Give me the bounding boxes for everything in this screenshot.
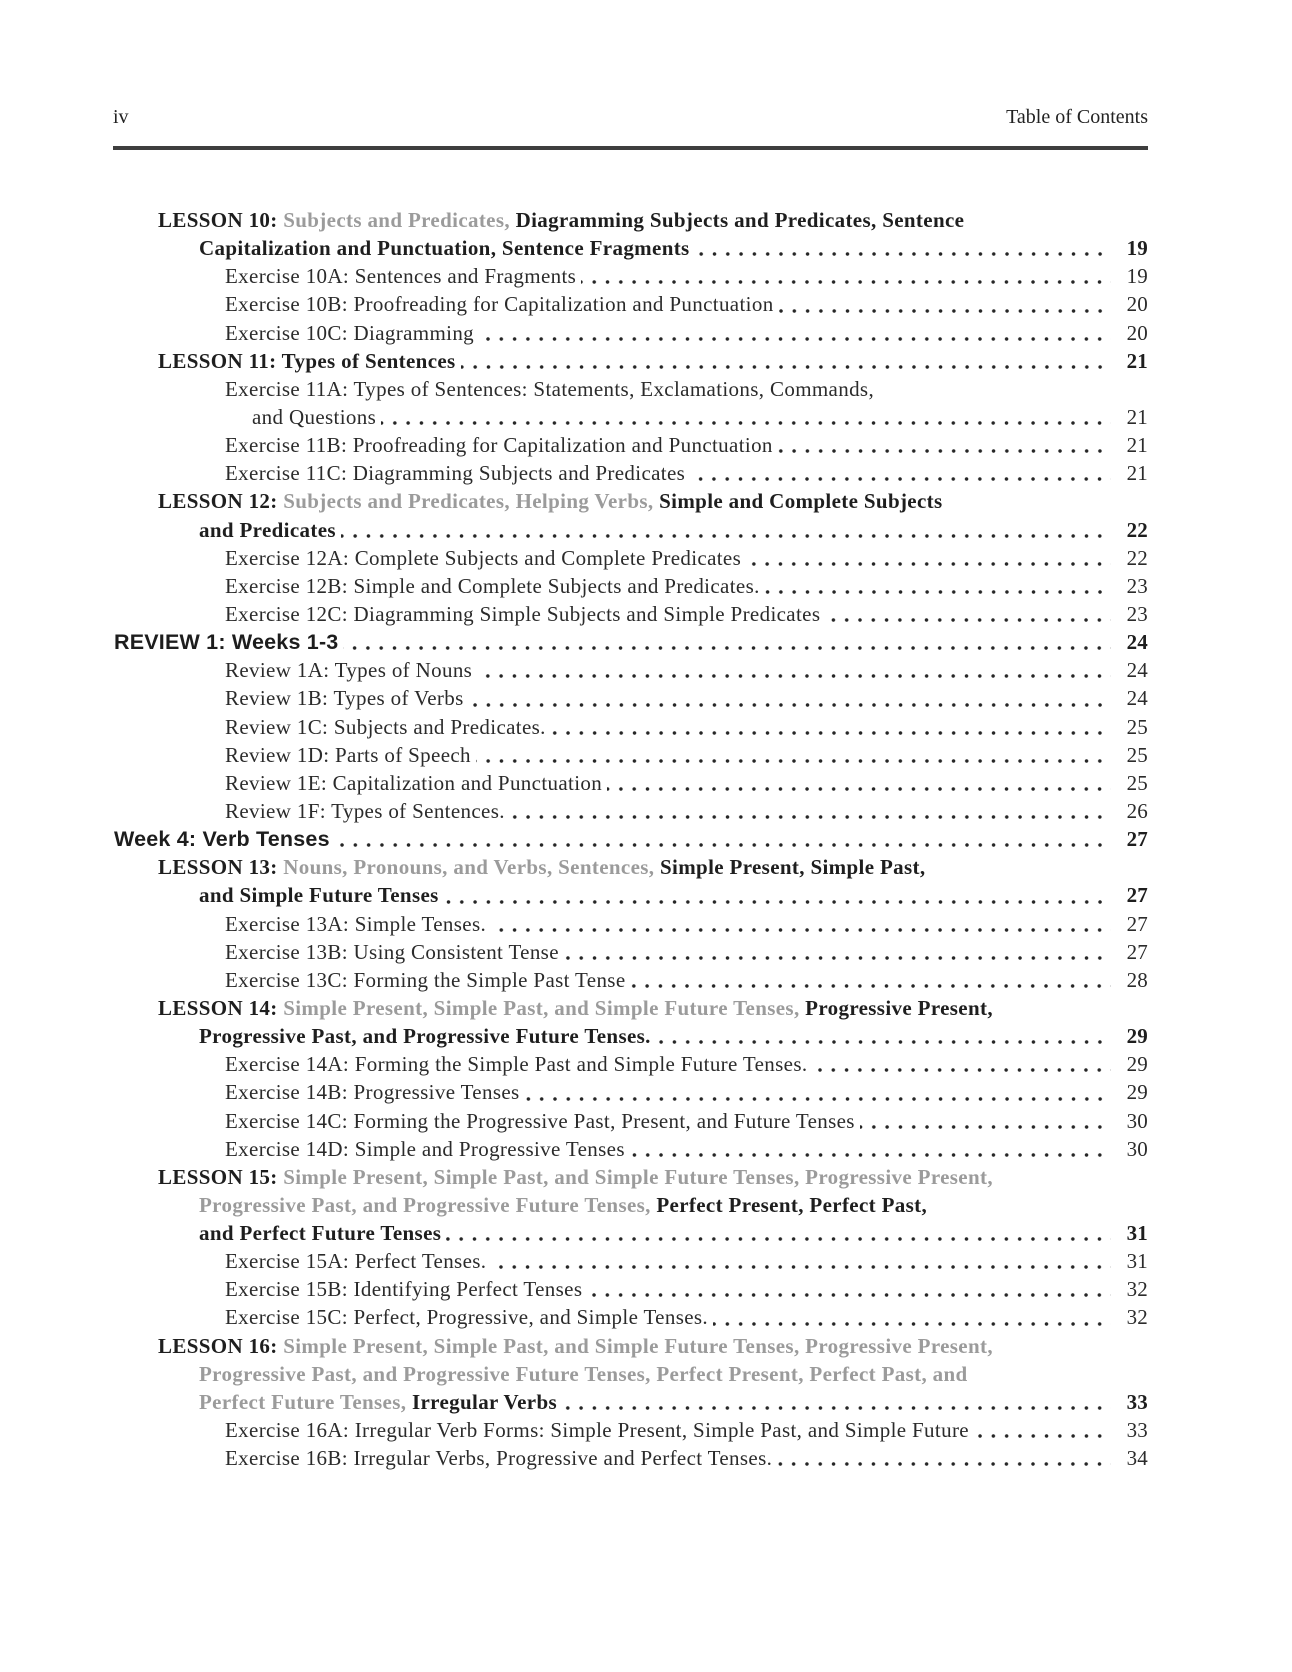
toc-entry-text: [225, 459, 685, 487]
dot-leader: [381, 403, 1111, 431]
toc-row: [113, 1332, 1148, 1360]
toc-row: [113, 1135, 1148, 1163]
dot-leader: [778, 431, 1111, 459]
toc-entry-segment: Progressive Past, and Progressive Future Tenses,: [199, 1192, 657, 1217]
toc-entry-segment: Exercise 10A: Sentences and Fragments: [225, 264, 577, 289]
dot-leader: [779, 290, 1111, 318]
toc-entry-segment: Exercise 12B: Simple and Complete Subjects and Predicates.: [225, 573, 760, 598]
toc-entry-text: [114, 825, 330, 853]
toc-entry-text: [199, 881, 439, 909]
toc-entry-text: [158, 1163, 993, 1191]
toc-entry-text: [225, 1107, 855, 1135]
toc-row: [113, 1078, 1148, 1106]
page-number: 31: [1126, 1221, 1148, 1246]
toc-entry-text: [199, 234, 690, 262]
toc-row: [113, 881, 1148, 909]
page-number: 33: [1126, 1418, 1148, 1443]
toc-entry-text: [114, 628, 338, 656]
toc-row: [113, 797, 1148, 825]
toc-row: [113, 347, 1148, 375]
toc-entry-segment: Exercise 14B: Progressive Tenses: [225, 1080, 520, 1105]
dot-leader: [476, 741, 1111, 769]
running-head-title: Table of Contents: [1006, 106, 1148, 128]
header-rule: [113, 146, 1148, 150]
page-number: 24: [1126, 630, 1148, 655]
toc-entry-segment: Review 1E: Capitalization and Punctuation: [225, 770, 603, 795]
toc-entry-segment: Perfect Future Tenses,: [199, 1389, 412, 1414]
page-number: 23: [1126, 573, 1148, 598]
toc-entry-segment: Progressive Past, and Progressive Future Tenses.: [199, 1024, 651, 1049]
toc-entry-text: [225, 797, 505, 825]
toc-entry-segment: and Perfect Future Tenses: [199, 1221, 442, 1246]
dot-leader: [564, 938, 1111, 966]
toc-entry-segment: Simple Present, Simple Past, and Simple Future Tenses, Progressive Present,: [283, 1333, 993, 1358]
toc-entry-segment: Review 1D: Parts of Speech: [225, 742, 471, 767]
page-number: 32: [1126, 1277, 1148, 1302]
toc-entry-text: [225, 1303, 708, 1331]
toc-row: [113, 1275, 1148, 1303]
page-number: 22: [1126, 545, 1148, 570]
page-number: 21: [1126, 433, 1148, 458]
toc-entry-text: [225, 713, 546, 741]
toc-entry-segment: Diagramming Subjects and Predicates, Sentence: [515, 208, 965, 232]
toc-row: [113, 319, 1148, 347]
toc-entry-text: [158, 1332, 993, 1360]
dot-leader: [469, 684, 1111, 712]
toc-row: [113, 1247, 1148, 1275]
toc-entry-text: [199, 1219, 441, 1247]
dot-leader: [587, 1275, 1111, 1303]
toc-row: [113, 966, 1148, 994]
toc-entry-segment: LESSON 14:: [158, 995, 284, 1020]
dot-leader: [562, 1388, 1111, 1416]
page-number: 29: [1126, 1080, 1148, 1105]
page-header: [113, 104, 1148, 130]
dot-leader: [630, 1135, 1111, 1163]
page-number: 33: [1126, 1389, 1148, 1414]
page-number: 21: [1126, 348, 1148, 373]
page-number: 24: [1126, 658, 1148, 683]
toc-row: [113, 516, 1148, 544]
toc-row: [113, 853, 1148, 881]
toc-entry-segment: Exercise 13A: Simple Tenses.: [225, 911, 487, 936]
page-number: 19: [1126, 236, 1148, 261]
toc-entry-segment: Capitalization and Punctuation, Sentence Fragments: [199, 236, 690, 261]
toc-row: [113, 1219, 1148, 1247]
dot-leader: [607, 769, 1111, 797]
toc-list: [113, 206, 1148, 1472]
page-number: 20: [1126, 292, 1148, 317]
toc-row: [113, 572, 1148, 600]
page-number: 27: [1126, 883, 1148, 908]
toc-entry-segment: Exercise 14C: Forming the Progressive Past, Present, and Future Tenses: [225, 1108, 855, 1133]
toc-entry-text: [225, 1050, 807, 1078]
toc-entry-segment: REVIEW 1: Weeks 1-3: [114, 630, 339, 655]
toc-entry-text: [158, 853, 925, 881]
toc-entry-segment: Exercise 15A: Perfect Tenses.: [225, 1249, 487, 1274]
toc-row: [113, 431, 1148, 459]
toc-row: [113, 1444, 1148, 1472]
toc-entry-text: [225, 290, 774, 318]
toc-entry-segment: Exercise 16A: Irregular Verb Forms: Simple Present, Simple Past, and Simple Future: [225, 1418, 969, 1443]
toc-row: [113, 234, 1148, 262]
page-number: 24: [1126, 686, 1148, 711]
toc-row: [113, 544, 1148, 572]
page-number: 27: [1126, 827, 1148, 852]
page-number: 34: [1126, 1446, 1148, 1471]
toc-row: [113, 1388, 1148, 1416]
toc-entry-segment: LESSON 10:: [158, 208, 284, 232]
toc-entry-segment: Exercise 13C: Forming the Simple Past Tense: [225, 967, 626, 992]
dot-leader: [656, 1022, 1111, 1050]
toc-entry-segment: Exercise 14D: Simple and Progressive Tenses: [225, 1136, 625, 1161]
page-number: 29: [1126, 1052, 1148, 1077]
page-number: 22: [1126, 517, 1148, 542]
dot-leader: [690, 459, 1111, 487]
toc-entry-segment: Irregular Verbs: [411, 1389, 558, 1414]
toc-row: [113, 1022, 1148, 1050]
page-number: 27: [1126, 911, 1148, 936]
toc-entry-segment: Subjects and Predicates,: [283, 208, 516, 232]
dot-leader: [525, 1078, 1111, 1106]
page-number: 26: [1126, 798, 1148, 823]
toc-entry-segment: Exercise 10B: Proofreading for Capitalization and Punctuation: [225, 292, 774, 317]
toc-entry-text: [199, 516, 336, 544]
toc-entry-segment: Progressive Present,: [805, 995, 993, 1020]
page-number: 23: [1126, 601, 1148, 626]
dot-leader: [630, 966, 1111, 994]
toc-row: [113, 1050, 1148, 1078]
toc-entry-segment: Exercise 11B: Proofreading for Capitalization and Punctuation: [225, 433, 773, 458]
toc-entry-text: [225, 741, 471, 769]
toc-row: [113, 938, 1148, 966]
toc-entry-segment: LESSON 15:: [158, 1164, 284, 1189]
toc-row: [113, 825, 1148, 853]
toc-entry-text: [225, 1275, 582, 1303]
dot-leader: [477, 656, 1111, 684]
toc-entry-segment: Perfect Present, Perfect Past,: [656, 1192, 928, 1217]
toc-entry-segment: Exercise 11A: Types of Sentences: Statements, Exclamations, Commands,: [225, 376, 875, 401]
page-number: 25: [1126, 742, 1148, 767]
dot-leader: [479, 319, 1111, 347]
toc-row: [113, 403, 1148, 431]
toc-row: [113, 487, 1148, 515]
dot-leader: [461, 347, 1111, 375]
toc-entry-text: [225, 262, 576, 290]
toc-row: [113, 262, 1148, 290]
toc-entry-text: [158, 994, 993, 1022]
toc-entry-text: [158, 206, 964, 234]
dot-leader: [491, 910, 1111, 938]
toc-entry-text: [225, 966, 625, 994]
toc-entry-text: [225, 684, 464, 712]
dot-leader: [746, 544, 1111, 572]
toc-entry-segment: Review 1A: Types of Nouns: [225, 658, 473, 683]
dot-leader: [713, 1303, 1111, 1331]
toc-row: [113, 600, 1148, 628]
dot-leader: [446, 1219, 1111, 1247]
toc-row: [113, 1163, 1148, 1191]
dot-leader: [551, 713, 1111, 741]
toc-row: [113, 684, 1148, 712]
toc-entry-text: [225, 938, 559, 966]
toc-entry-segment: and Simple Future Tenses: [199, 883, 439, 908]
toc-row: [113, 1360, 1148, 1388]
toc-entry-segment: Simple and Complete Subjects: [659, 489, 943, 514]
toc-entry-segment: Subjects and Predicates, Helping Verbs,: [283, 489, 660, 514]
toc-entry-segment: LESSON 16:: [158, 1333, 284, 1358]
toc-row: [113, 910, 1148, 938]
dot-leader: [581, 262, 1111, 290]
page-number: 20: [1126, 320, 1148, 345]
toc-row: [113, 994, 1148, 1022]
page-number: 31: [1126, 1249, 1148, 1274]
toc-entry-segment: Nouns, Pronouns, and Verbs, Sentences,: [283, 855, 660, 880]
toc-row: [113, 628, 1148, 656]
toc-row: [113, 1107, 1148, 1135]
toc-entry-segment: Exercise 11C: Diagramming Subjects and Predicates: [225, 461, 686, 486]
dot-leader: [860, 1107, 1111, 1135]
page-number: 30: [1126, 1136, 1148, 1161]
toc-entry-text: [225, 319, 474, 347]
toc-entry-segment: Simple Present, Simple Past, and Simple Future Tenses,: [283, 995, 806, 1020]
toc-row: [113, 459, 1148, 487]
toc-entry-segment: Exercise 16B: Irregular Verbs, Progressive and Perfect Tenses.: [225, 1446, 773, 1471]
toc-entry-text: [158, 347, 456, 375]
page-number: 21: [1126, 461, 1148, 486]
toc-entry-text: [225, 572, 760, 600]
toc-entry-segment: LESSON 11: Types of Sentences: [158, 348, 456, 373]
toc-row: [113, 741, 1148, 769]
toc-entry-segment: and Questions: [252, 404, 377, 429]
page-number: 25: [1126, 770, 1148, 795]
dot-leader: [335, 825, 1111, 853]
dot-leader: [812, 1050, 1111, 1078]
toc-entry-text: [199, 1360, 968, 1388]
toc-entry-text: [225, 1247, 486, 1275]
toc-entry-text: [158, 487, 943, 515]
toc-entry-segment: Exercise 12A: Complete Subjects and Complete Predicates: [225, 545, 742, 570]
dot-leader: [825, 600, 1111, 628]
dot-leader: [777, 1444, 1111, 1472]
page-number: 21: [1126, 404, 1148, 429]
toc-entry-segment: Exercise 15C: Perfect, Progressive, and Simple Tenses.: [225, 1305, 709, 1330]
toc-row: [113, 656, 1148, 684]
page-number: 28: [1126, 967, 1148, 992]
toc-entry-text: [225, 1416, 969, 1444]
toc-entry-segment: Simple Present, Simple Past, and Simple Future Tenses, Progressive Present,: [283, 1164, 993, 1189]
toc-entry-text: [199, 1191, 927, 1219]
toc-entry-text: [225, 910, 486, 938]
toc-entry-segment: Review 1B: Types of Verbs: [225, 686, 464, 711]
toc-entry-segment: Simple Present, Simple Past,: [660, 855, 926, 880]
dot-leader: [695, 234, 1111, 262]
dot-leader: [343, 628, 1111, 656]
dot-leader: [341, 516, 1111, 544]
toc-row: [113, 1303, 1148, 1331]
toc-entry-text: [225, 769, 602, 797]
toc-entry-text: [225, 1135, 625, 1163]
dot-leader: [491, 1247, 1111, 1275]
dot-leader: [444, 881, 1111, 909]
dot-leader: [510, 797, 1111, 825]
toc-row: [113, 206, 1148, 234]
toc-entry-segment: Review 1C: Subjects and Predicates.: [225, 714, 546, 739]
toc-entry-text: [225, 656, 472, 684]
toc-row: [113, 713, 1148, 741]
folio-page-number: iv: [113, 106, 129, 128]
toc-entry-text: [252, 403, 376, 431]
toc-entry-segment: Exercise 15B: Identifying Perfect Tenses: [225, 1277, 583, 1302]
toc-row: [113, 375, 1148, 403]
toc-entry-segment: Review 1F: Types of Sentences.: [225, 798, 505, 823]
page-number: 25: [1126, 714, 1148, 739]
toc-entry-segment: Exercise 14A: Forming the Simple Past and Simple Future Tenses.: [225, 1052, 808, 1077]
toc-entry-text: [225, 1078, 520, 1106]
toc-entry-segment: Exercise 12C: Diagramming Simple Subjects and Simple Predicates: [225, 601, 821, 626]
toc-entry-text: [225, 600, 820, 628]
page-number: 30: [1126, 1108, 1148, 1133]
page-number: 27: [1126, 939, 1148, 964]
toc-entry-segment: Progressive Past, and Progressive Future Tenses, Perfect Present, Perfect Past, and: [199, 1361, 968, 1386]
toc-entry-segment: Exercise 13B: Using Consistent Tense: [225, 939, 559, 964]
page-number: 19: [1126, 264, 1148, 289]
dot-leader: [974, 1416, 1111, 1444]
toc-entry-text: [225, 544, 741, 572]
toc-entry-text: [225, 1444, 772, 1472]
toc-entry-segment: Exercise 10C: Diagramming: [225, 320, 475, 345]
page-number: 32: [1126, 1305, 1148, 1330]
toc-entry-segment: and Predicates: [199, 517, 336, 542]
toc-row: [113, 769, 1148, 797]
page-number: 29: [1126, 1024, 1148, 1049]
dot-leader: [765, 572, 1111, 600]
toc-entry-text: [225, 431, 773, 459]
toc-entry-text: [199, 1022, 651, 1050]
toc-row: [113, 1416, 1148, 1444]
toc-row: [113, 290, 1148, 318]
toc-entry-text: [225, 375, 874, 403]
toc-entry-segment: LESSON 12:: [158, 489, 284, 514]
toc-row: [113, 1191, 1148, 1219]
toc-entry-segment: LESSON 13:: [158, 855, 284, 880]
toc-entry-text: [199, 1388, 557, 1416]
toc-entry-segment: Week 4: Verb Tenses: [114, 827, 330, 852]
